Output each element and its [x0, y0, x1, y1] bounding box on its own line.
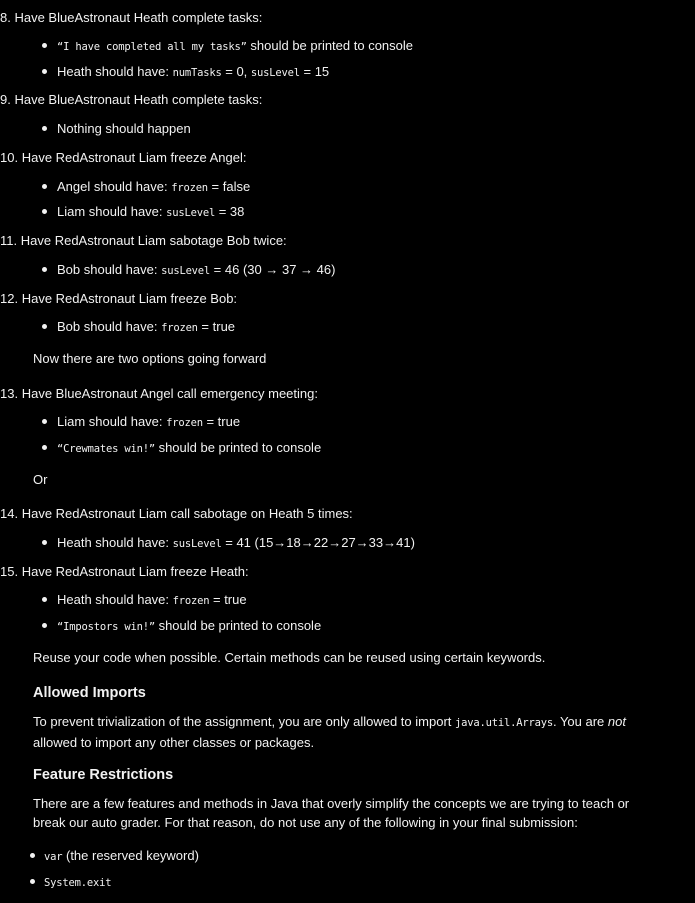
list-item-8 [0, 9, 263, 27]
feature-restrictions-heading: Feature Restrictions [33, 767, 174, 783]
bullet-11a: Bob should have: susLevel = 46 (30 → 37 → 46) [57, 262, 336, 277]
item-number: 12. [0, 291, 19, 306]
item-number: 15. [0, 564, 19, 579]
list-item-9 [0, 91, 263, 109]
list-item-15 [0, 563, 249, 581]
bullet-10a: Angel should have: frozen = false [57, 179, 251, 194]
restriction-item-system-exit: System.exit [44, 873, 111, 891]
item-text: Have RedAstronaut Liam freeze Heath: [21, 564, 249, 579]
bullet-15a: Heath should have: frozen = true [57, 592, 247, 607]
list-item-10 [0, 149, 247, 167]
item-number: 11. [0, 233, 18, 248]
list-item-13 [0, 385, 318, 403]
or-paragraph: Or [33, 472, 48, 487]
item-text: Have BlueAstronaut Heath complete tasks: [14, 92, 263, 107]
item-number: 10. [0, 150, 19, 165]
item-number: 14. [0, 506, 19, 521]
item-text: Have RedAstronaut Liam call sabotage on Heath 5 times: [21, 506, 353, 521]
item-text: Have RedAstronaut Liam freeze Angel: [21, 150, 247, 165]
item-number: 8. [0, 10, 11, 25]
bullet-10b: Liam should have: susLevel = 38 [57, 204, 245, 219]
item-text: Have BlueAstronaut Heath complete tasks: [14, 10, 263, 25]
item-text: Have RedAstronaut Liam sabotage Bob twice: [20, 233, 287, 248]
list-item-14 [0, 505, 353, 523]
options-paragraph: Now there are two options going forward [33, 351, 267, 366]
bullet-8a: “I have completed all my tasks” should be printed to console [57, 38, 414, 53]
allowed-imports-heading: Allowed Imports [33, 685, 146, 701]
bullet-13b: “Crewmates win!” should be printed to console [57, 440, 322, 455]
item-number: 9. [0, 92, 11, 107]
bullet-8b: Heath should have: numTasks = 0, susLevel = 15 [57, 64, 330, 79]
bullet-13a: Liam should have: frozen = true [57, 414, 241, 429]
item-number: 13. [0, 386, 19, 401]
reuse-paragraph: Reuse your code when possible. Certain methods can be reused using certain keywords. [33, 650, 546, 665]
restriction-item-var: var (the reserved keyword) [44, 848, 199, 863]
bullet-15b: “Impostors win!” should be printed to console [57, 618, 322, 633]
list-item-11 [0, 232, 287, 250]
feature-restrictions-paragraph: There are a few features and methods in Java that overly simplify the concepts we are trying to teach or break our auto grader. For that reason, do not use any of the following in your final submission: [33, 796, 630, 830]
allowed-imports-paragraph: To prevent trivialization of the assignment, you are only allowed to import java.util.Arrays. You are not allowed to import any other classes or packages. [33, 714, 626, 750]
bullet-12a: Bob should have: frozen = true [57, 319, 236, 334]
item-text: Have BlueAstronaut Angel call emergency meeting: [21, 386, 318, 401]
bullet-9a: Nothing should happen [57, 121, 191, 136]
bullet-14a: Heath should have: susLevel = 41 (15→18→22→27→33→41) [57, 535, 415, 550]
item-text: Have RedAstronaut Liam freeze Bob: [21, 291, 238, 306]
list-item-12 [0, 290, 238, 308]
